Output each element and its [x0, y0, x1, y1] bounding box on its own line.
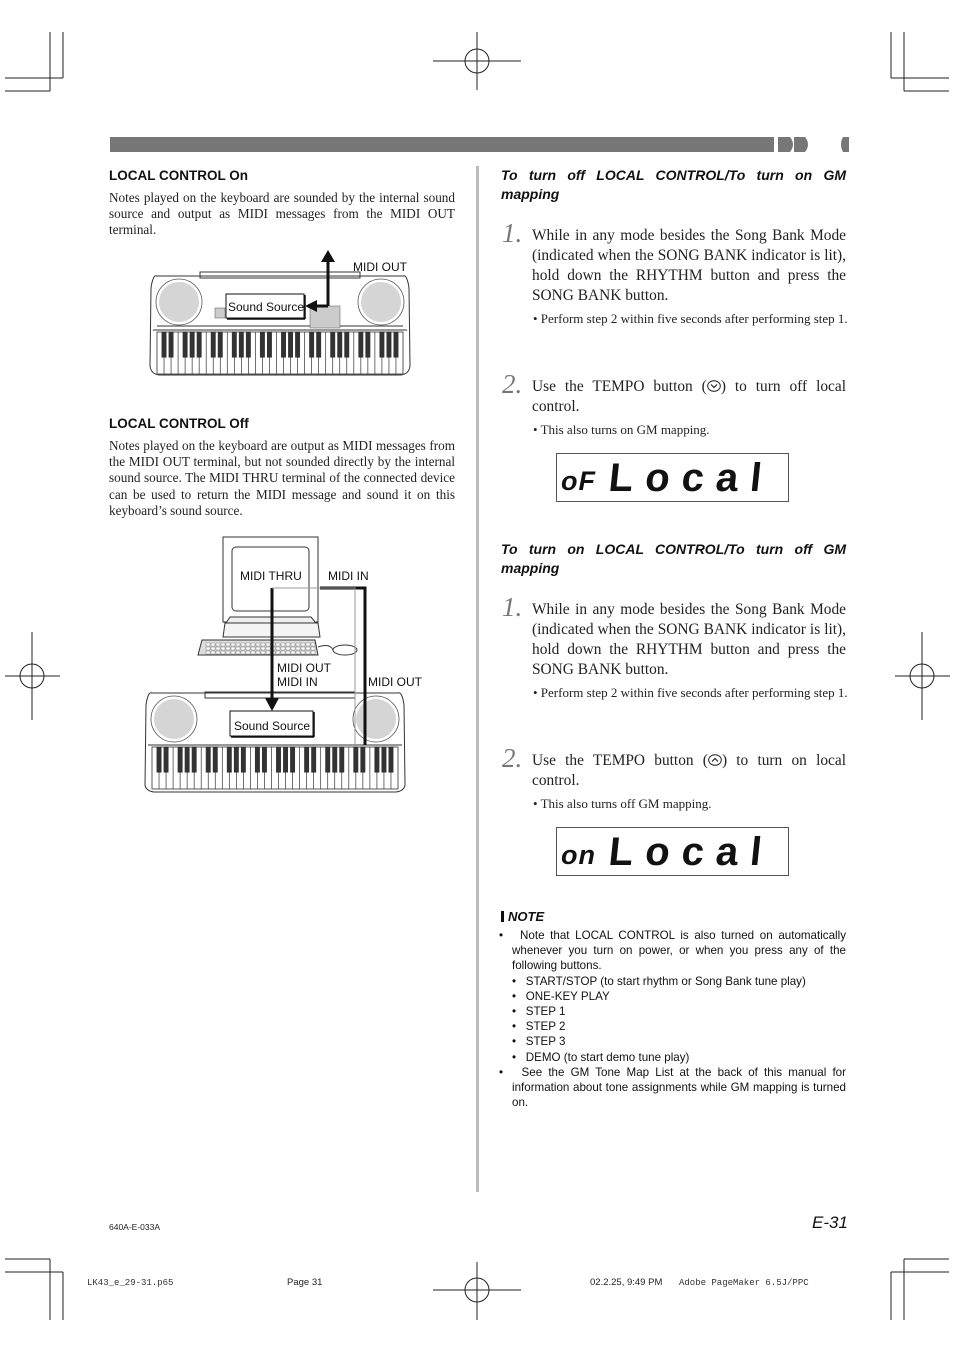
lcd-on-small-text: on	[561, 840, 596, 870]
section1-step2-text: Use the TEMPO button ( ) to turn off local control.	[532, 378, 846, 415]
lcd-off-small-text: oF	[561, 466, 596, 496]
section1-step2-number: 2.	[502, 369, 523, 399]
page-number: Page 31	[287, 1277, 323, 1288]
section2-step1-number: 1.	[502, 592, 523, 622]
lcd-off-big-text: Local	[606, 456, 776, 500]
header-bar	[110, 136, 850, 154]
note-subitem: • START/STOP (to start rhythm or Song Bank tune play)	[512, 974, 806, 988]
section2-step2-text: Use the TEMPO button ( ) to turn on local control.	[532, 752, 846, 789]
page-label: E-31	[812, 1213, 848, 1232]
note-marker-icon	[501, 911, 504, 922]
local-control-off-heading: LOCAL CONTROL Off	[109, 416, 249, 431]
fig2-midi-out-label: MIDI OUT	[368, 675, 422, 689]
note-subitem: • DEMO (to start demo tune play)	[512, 1050, 690, 1064]
doc-code: 640A-E-033A	[109, 1222, 161, 1232]
file-name: LK43_e_29-31.p65	[87, 1278, 174, 1288]
note-item: • See the GM Tone Map List at the back of this manual for information about tone assignments while GM mapping is turned on.	[499, 1065, 846, 1110]
section2-heading: To turn on LOCAL CONTROL/To turn off GM mapping	[501, 541, 846, 576]
section2-step1-text: While in any mode besides the Song Bank Mode (indicated when the SONG BANK indicator is lit), hold down the RHYTHM button and press the SONG BANK button.	[532, 601, 846, 678]
section1-step1-number: 1.	[502, 218, 523, 248]
local-control-on-text: Notes played on the keyboard are sounded by the internal sound source and output as MIDI messages from the MIDI OUT terminal.	[109, 190, 455, 238]
fig1-midi-out-label: MIDI OUT	[353, 260, 407, 274]
local-control-on-heading: LOCAL CONTROL On	[109, 168, 248, 183]
note-item: • Note that LOCAL CONTROL is also turned on automatically whenever you turn on power, or when you press any of the following buttons.	[499, 929, 846, 973]
note-subitem: • STEP 3	[512, 1035, 566, 1049]
lcd-on-big-text: Local	[606, 830, 776, 874]
section2-step2-number: 2.	[502, 743, 523, 773]
fig1-sound-source-label: Sound Source	[228, 300, 305, 314]
note-list	[499, 928, 846, 1110]
note-heading: NOTE	[501, 909, 544, 924]
fig2-midi-thru-label: MIDI THRU	[240, 569, 302, 583]
section2-step2-bullet: • This also turns off GM mapping.	[533, 796, 712, 811]
tempo-up-icon	[708, 754, 722, 766]
note-subitem: • ONE-KEY PLAY	[512, 989, 610, 1003]
section1-step1-text: While in any mode besides the Song Bank Mode (indicated when the SONG BANK indicator is lit), hold down the RHYTHM button and press the SONG BANK button.	[532, 227, 846, 304]
note-subitem: • STEP 2	[512, 1020, 566, 1034]
section1-heading: To turn off LOCAL CONTROL/To turn on GM mapping	[501, 167, 846, 202]
print-date: 02.2.25, 9:49 PM	[590, 1277, 663, 1288]
note-subitem: • STEP 1	[512, 1005, 566, 1019]
section2-step1-bullet: • Perform step 2 within five seconds after performing step 1.	[533, 685, 848, 700]
lcd-display-on	[556, 827, 789, 876]
app-name: Adobe PageMaker 6.5J/PPC	[679, 1278, 809, 1288]
section1-step2-bullet: • This also turns on GM mapping.	[533, 422, 710, 437]
fig2-midi-in-label: MIDI IN	[328, 569, 369, 583]
column-divider	[476, 166, 479, 1192]
local-control-off-text: Notes played on the keyboard are output as MIDI messages from the MIDI OUT terminal, but not sounded directly by the internal sound source. The MIDI THRU terminal of the connected device can be used to return the MIDI message and sound it on this keyboard’s sound source.	[109, 438, 455, 518]
lcd-display-off	[556, 453, 789, 502]
note-sublist	[499, 974, 846, 1065]
fig2-midi-in-label-2: MIDI IN	[277, 675, 318, 689]
section1-step1-bullet: • Perform step 2 within five seconds after performing step 1.	[533, 311, 848, 326]
fig2-sound-source-label: Sound Source	[234, 719, 311, 733]
tempo-down-icon	[707, 380, 721, 392]
fig2-midi-out-label-1: MIDI OUT	[277, 661, 331, 675]
